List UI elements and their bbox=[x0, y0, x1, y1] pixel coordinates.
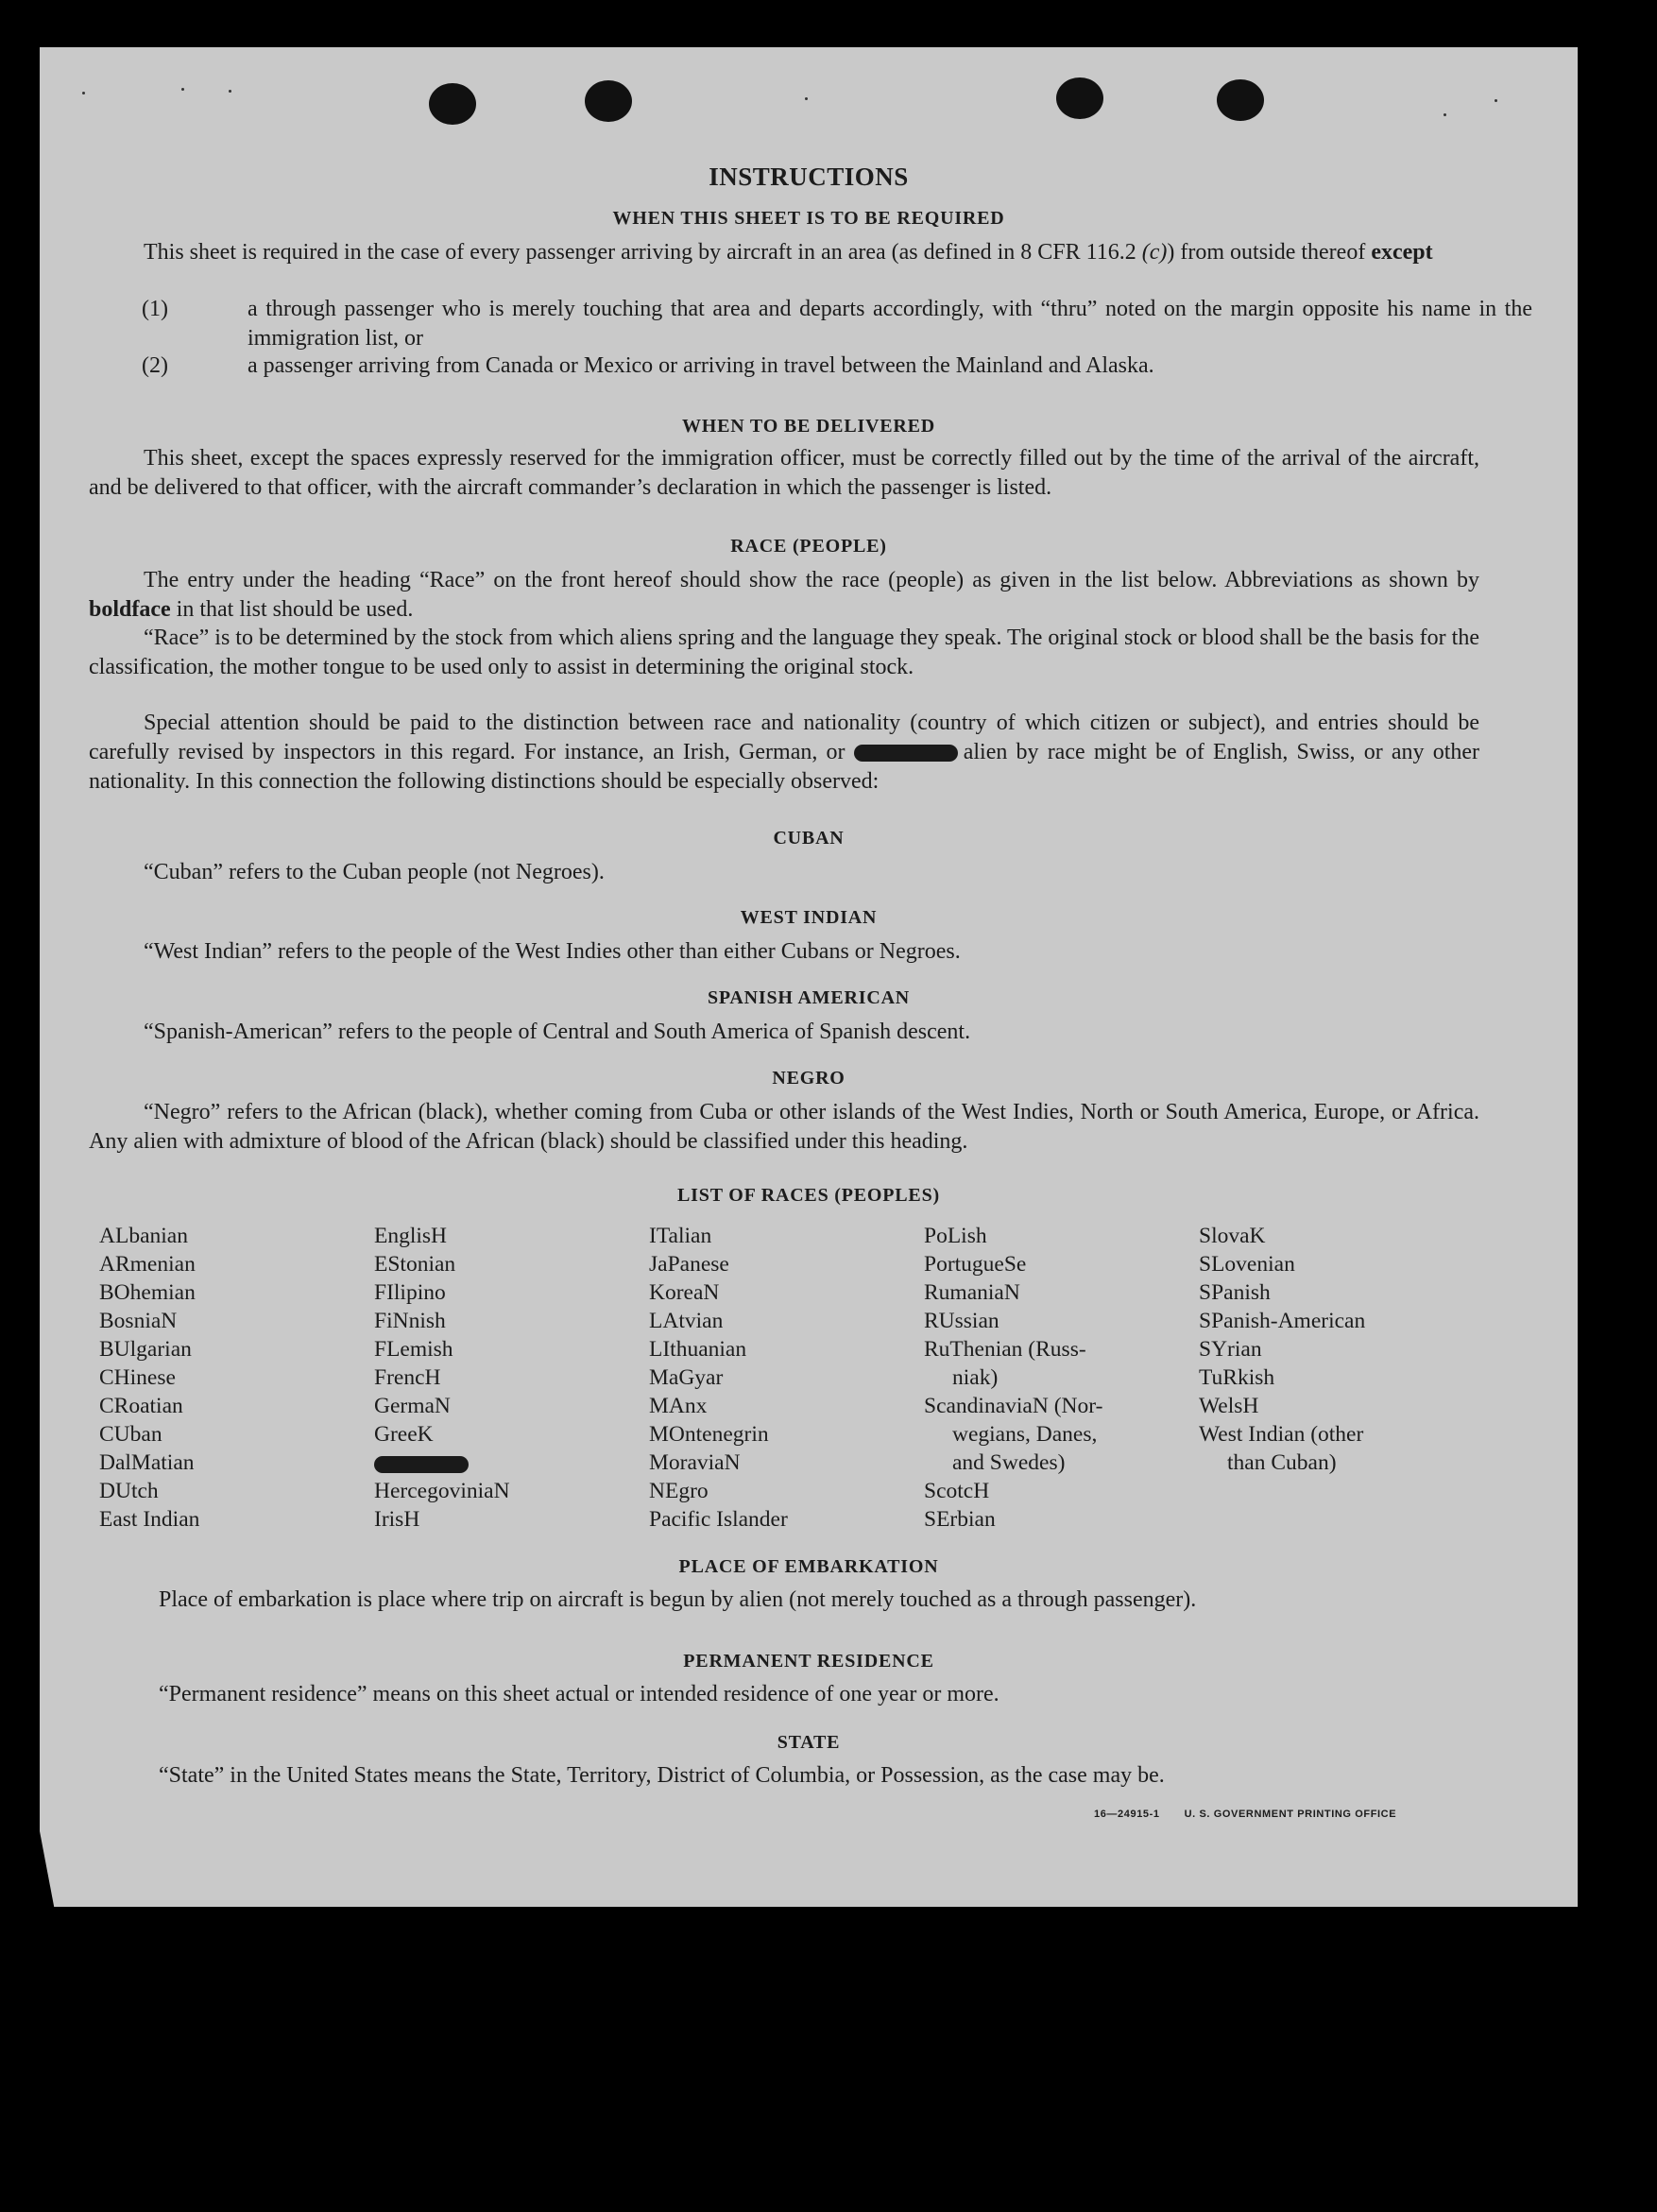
race-item: ITalian bbox=[649, 1224, 712, 1248]
race-item: CRoatian bbox=[99, 1394, 183, 1418]
race-item: ScotcH bbox=[924, 1479, 990, 1503]
heading-spanish-american: SPANISH AMERICAN bbox=[707, 987, 911, 1008]
race-item: ALbanian bbox=[99, 1224, 188, 1248]
paragraph-spanish-american: “Spanish-American” refers to the people of Central and South America of Spanish descent. bbox=[144, 1020, 971, 1044]
race-item: BOhemian bbox=[99, 1280, 196, 1305]
redaction-mark bbox=[374, 1456, 469, 1473]
heading-negro: NEGRO bbox=[772, 1068, 846, 1089]
race-item: RUssian bbox=[924, 1309, 999, 1333]
race-item-continuation: niak) bbox=[952, 1365, 999, 1390]
race-item: ScandinaviaN (Nor- bbox=[924, 1394, 1103, 1418]
paragraph-embarkation: Place of embarkation is place where trip on aircraft is begun by alien (not merely touched as a through passenger). bbox=[159, 1587, 1197, 1612]
paragraph-permanent-residence: “Permanent residence” means on this sheet actual or intended residence of one year or more. bbox=[159, 1682, 999, 1706]
race-item: SPanish-American bbox=[1199, 1309, 1366, 1333]
punch-hole bbox=[1056, 77, 1103, 119]
race-list-column-2 bbox=[374, 1222, 510, 1534]
speck bbox=[1443, 113, 1446, 116]
race-item: LIthuanian bbox=[649, 1337, 747, 1362]
paragraph-when-delivered: This sheet, except the spaces expressly reserved for the immigration officer, must be correctly filled out by the time of the arrival of the aircraft, and be delivered to that officer, with the aircraft commander’s declaration in which the passenger is listed. bbox=[89, 446, 1479, 500]
race-item-continuation: than Cuban) bbox=[1227, 1450, 1337, 1475]
paragraph-cuban: “Cuban” refers to the Cuban people (not Negroes). bbox=[144, 860, 605, 884]
race-item: SYrian bbox=[1199, 1337, 1262, 1362]
race-item: GermaN bbox=[374, 1394, 451, 1418]
race-item: TuRkish bbox=[1199, 1365, 1275, 1390]
race-item: BosniaN bbox=[99, 1309, 178, 1333]
exception-item-1: (1) a through passenger who is merely touching that area and departs accordingly, with “thru” noted on the margin opposite his name in the immigration list, or bbox=[142, 297, 1532, 351]
race-item: CHinese bbox=[99, 1365, 176, 1390]
race-item: GreeK bbox=[374, 1422, 434, 1447]
race-item: NEgro bbox=[649, 1479, 709, 1503]
heading-embarkation: PLACE OF EMBARKATION bbox=[678, 1556, 939, 1577]
race-item: FIlipino bbox=[374, 1280, 446, 1305]
paragraph-race-1: The entry under the heading “Race” on the front hereof should show the race (people) as given in the list below. Abbreviations as shown by boldface in that list should be used. bbox=[89, 568, 1479, 622]
race-item: FLemish bbox=[374, 1337, 453, 1362]
heading-permanent-residence: PERMANENT RESIDENCE bbox=[683, 1651, 934, 1672]
redaction-mark bbox=[854, 745, 958, 762]
printer-credit: U. S. GOVERNMENT PRINTING OFFICE bbox=[1184, 1809, 1397, 1820]
heading-when-delivered: WHEN TO BE DELIVERED bbox=[681, 416, 936, 437]
race-item: East Indian bbox=[99, 1507, 200, 1532]
heading-when-required: WHEN THIS SHEET IS TO BE REQUIRED bbox=[612, 208, 1005, 229]
punch-hole bbox=[1217, 79, 1264, 121]
race-item: MAnx bbox=[649, 1394, 708, 1418]
race-item: FrencH bbox=[374, 1365, 441, 1390]
race-item: SPanish bbox=[1199, 1280, 1271, 1305]
paragraph-race-3: Special attention should be paid to the distinction between race and nationality (country of which citizen or subject), and entries should be carefully revised by inspectors in this regard. For instance, an Irish, German, or alien by race might be of English, Swiss, or any other nationality. In this connection the following distinctions should be especially observed: bbox=[89, 711, 1480, 794]
paragraph-race-2: “Race” is to be determined by the stock from which aliens spring and the language they speak. The original stock or blood shall be the basis for the classification, the mother tongue to be used only to assist in determining the original stock. bbox=[89, 626, 1479, 679]
speck bbox=[805, 97, 808, 100]
heading-west-indian: WEST INDIAN bbox=[740, 907, 878, 928]
race-item-redacted bbox=[374, 1449, 510, 1477]
heading-cuban: CUBAN bbox=[773, 828, 845, 849]
speck bbox=[181, 88, 184, 91]
race-list-column-4 bbox=[924, 1222, 1102, 1534]
punch-hole bbox=[429, 83, 476, 125]
paragraph-when-required: This sheet is required in the case of every passenger arriving by aircraft in an area (as defined in 8 CFR 116.2 (c)) from outside thereof except bbox=[144, 240, 1433, 265]
document-sheet bbox=[40, 47, 1578, 1907]
punch-hole bbox=[585, 80, 632, 122]
race-item: EStonian bbox=[374, 1252, 456, 1277]
race-item: Pacific Islander bbox=[649, 1507, 788, 1532]
form-footer bbox=[1094, 1809, 1421, 1820]
exception-item-2: (2) a passenger arriving from Canada or Mexico or arriving in travel between the Mainland and Alaska. bbox=[142, 353, 1154, 378]
race-item: LAtvian bbox=[649, 1309, 724, 1333]
race-item: WelsH bbox=[1199, 1394, 1259, 1418]
speck bbox=[229, 90, 231, 93]
race-item: SLovenian bbox=[1199, 1252, 1295, 1277]
race-item-continuation: and Swedes) bbox=[952, 1450, 1066, 1475]
race-item: CUban bbox=[99, 1422, 162, 1447]
race-item: IrisH bbox=[374, 1507, 420, 1532]
heading-state: STATE bbox=[777, 1732, 841, 1753]
race-item: MoraviaN bbox=[649, 1450, 741, 1475]
heading-list-of-races: LIST OF RACES (PEOPLES) bbox=[677, 1185, 940, 1206]
race-item: ARmenian bbox=[99, 1252, 196, 1277]
race-item: EnglisH bbox=[374, 1224, 448, 1248]
speck bbox=[1495, 99, 1497, 102]
heading-race: RACE (PEOPLE) bbox=[730, 536, 887, 557]
race-list-column-5 bbox=[1199, 1222, 1365, 1477]
speck bbox=[82, 92, 85, 94]
race-item: BUlgarian bbox=[99, 1337, 192, 1362]
form-number: 16—24915-1 bbox=[1094, 1809, 1160, 1820]
race-item: RuThenian (Russ- bbox=[924, 1337, 1086, 1362]
race-item: FiNnish bbox=[374, 1309, 446, 1333]
race-item: PortugueSe bbox=[924, 1252, 1027, 1277]
race-item: SErbian bbox=[924, 1507, 996, 1532]
race-item: MaGyar bbox=[649, 1365, 724, 1390]
race-item: KoreaN bbox=[649, 1280, 720, 1305]
race-list-column-3 bbox=[649, 1222, 788, 1534]
race-list-column-1 bbox=[99, 1222, 199, 1534]
paragraph-negro: “Negro” refers to the African (black), whether coming from Cuba or other islands of the West Indies, North or South America, Europe, or Africa. Any alien with admixture of blood of the African (black) should be classified under this heading. bbox=[89, 1100, 1479, 1154]
race-item-continuation: wegians, Danes, bbox=[952, 1422, 1098, 1447]
race-item: JaPanese bbox=[649, 1252, 729, 1277]
race-item: DalMatian bbox=[99, 1450, 195, 1475]
race-item: PoLish bbox=[924, 1224, 987, 1248]
race-item: MOntenegrin bbox=[649, 1422, 769, 1447]
race-item: RumaniaN bbox=[924, 1280, 1020, 1305]
race-item: West Indian (other bbox=[1199, 1422, 1364, 1447]
page-title: INSTRUCTIONS bbox=[709, 163, 909, 191]
race-item: DUtch bbox=[99, 1479, 159, 1503]
paragraph-west-indian: “West Indian” refers to the people of the West Indies other than either Cubans or Negroes. bbox=[144, 939, 961, 964]
race-item: SlovaK bbox=[1199, 1224, 1266, 1248]
race-item: HercegoviniaN bbox=[374, 1479, 510, 1503]
paragraph-state: “State” in the United States means the State, Territory, District of Columbia, or Possession, as the case may be. bbox=[159, 1763, 1165, 1788]
